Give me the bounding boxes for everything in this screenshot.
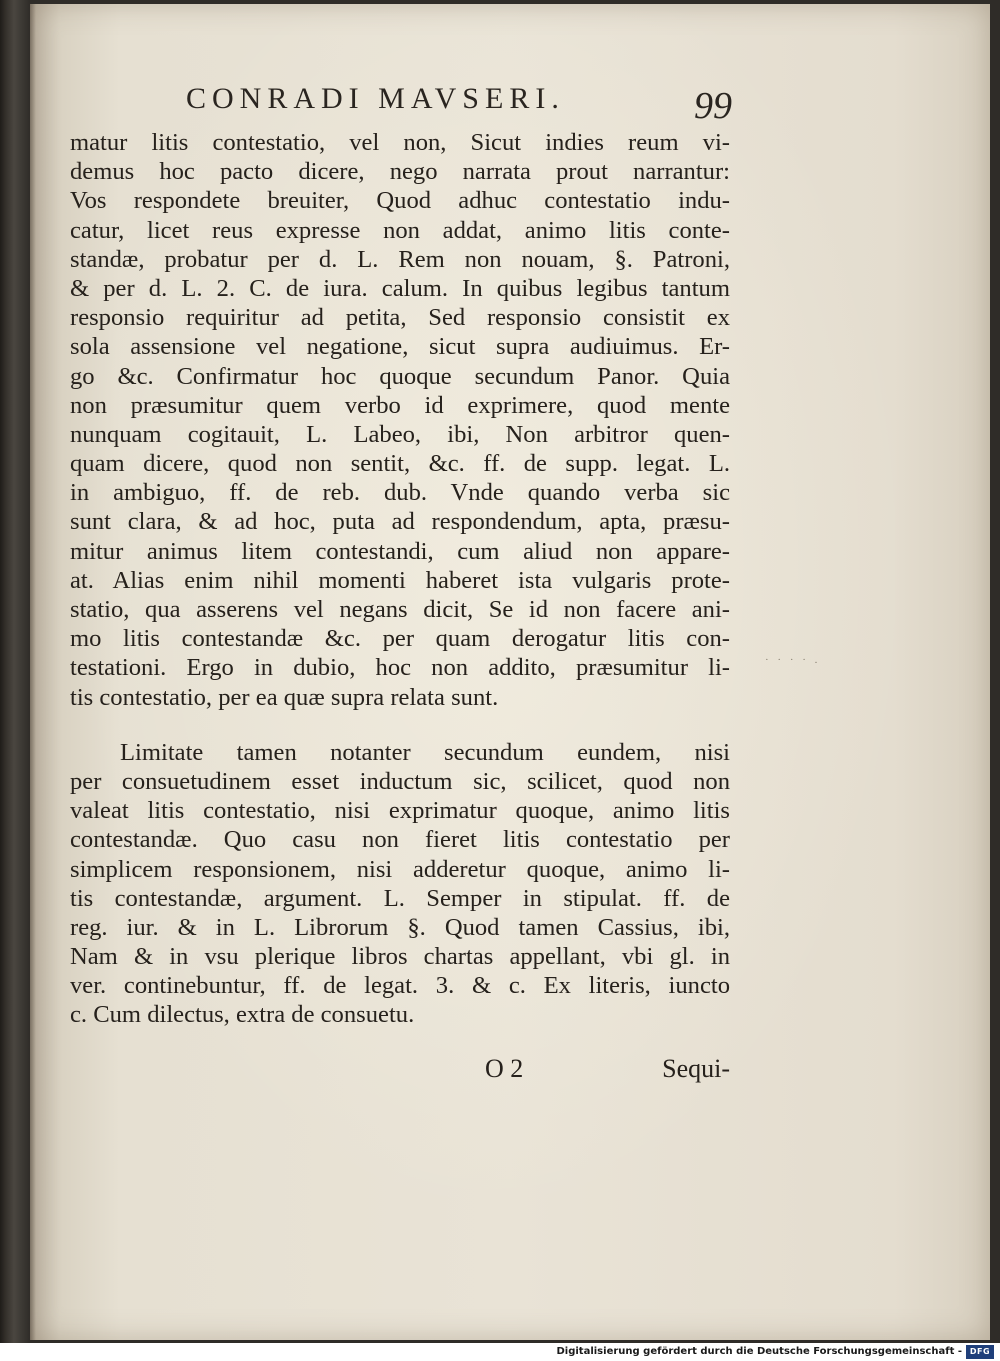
text-line: go &c. Confirmatur hoc quoque secundum Panor. Quia <box>70 362 730 390</box>
paper-specks: · · · · . <box>765 654 821 666</box>
text-line: Vos respondete breuiter, Quod adhuc contestatio indu- <box>70 187 730 215</box>
text-line: sunt clara, & ad hoc, puta ad respondendum, apta, præsu- <box>70 508 730 536</box>
text-line: valeat litis contestatio, nisi exprimatur quoque, animo litis <box>70 797 730 825</box>
text-line: contestandæ. Quo casu non fieret litis contestatio per <box>70 826 730 854</box>
text-line: testationi. Ergo in dubio, hoc non addito, præsumitur li- <box>70 654 730 682</box>
text-line: reg. iur. & in L. Librorum §. Quod tamen Cassius, ibi, <box>70 913 730 941</box>
text-line: sola assensione vel negatione, sicut supra audiuimus. Er- <box>70 333 730 361</box>
book-page <box>30 4 990 1340</box>
text-line: demus hoc pacto dicere, nego narrata prout narrantur: <box>70 158 730 186</box>
signature-mark: O 2 <box>485 1054 524 1083</box>
text-line: catur, licet reus expresse non addat, animo litis conte- <box>70 216 730 244</box>
text-line: ver. continebuntur, ff. de legat. 3. & c. Ex literis, iuncto <box>70 972 730 1000</box>
text-line: at. Alias enim nihil momenti haberet ista vulgaris prote- <box>70 566 730 594</box>
text-line: tis contestatio, per ea quæ supra relata sunt. <box>70 683 499 711</box>
text-line: & per d. L. 2. C. de iura. calum. In quibus legibus tantum <box>70 274 730 302</box>
text-line: matur litis contestatio, vel non, Sicut indies reum vi- <box>70 129 730 156</box>
paragraph-1 <box>70 128 730 712</box>
text-line: per consuetudinem esset inductum sic, scilicet, quod non <box>70 767 730 795</box>
text-line: tis contestandæ, argument. L. Semper in stipulat. ff. de <box>70 884 730 912</box>
catchword: Sequi- <box>662 1054 730 1083</box>
dfg-logo: DFG <box>966 1345 994 1359</box>
text-line: statio, qua asserens vel negans dicit, Se id non facere ani- <box>70 596 730 623</box>
text-line: mo litis contestandæ &c. per quam derogatur litis con- <box>70 625 730 653</box>
text-line: non præsumitur quem verbo id exprimere, quod mente <box>70 391 730 419</box>
text-line: Limitate tamen notanter secundum eundem, nisi <box>120 738 730 766</box>
page-gutter-shadow <box>30 4 36 1340</box>
running-head: CONRADI MAVSERI. <box>186 82 565 115</box>
text-line: nunquam cogitauit, L. Labeo, ibi, Non arbitror quen- <box>70 420 730 448</box>
text-line: mitur animus litem contestandi, cum aliud non appare- <box>70 537 730 565</box>
text-line: simplicem responsionem, nisi adderetur quoque, animo li- <box>70 855 730 883</box>
text-line: c. Cum dilectus, extra de consuetu. <box>70 1001 415 1029</box>
paragraph-2 <box>70 738 730 1030</box>
page-number: 99 <box>694 85 732 127</box>
text-line: responsio requiritur ad petita, Sed responsio consistit ex <box>70 304 730 332</box>
text-line: standæ, probatur per d. L. Rem non nouam, §. Patroni, <box>70 245 730 273</box>
text-line: in ambiguo, ff. de reb. dub. Vnde quando verba sic <box>70 479 730 507</box>
funding-notice: Digitalisierung gefördert durch die Deutsche Forschungsgemeinschaft - <box>556 1346 962 1357</box>
text-line: quam dicere, quod non sentit, &c. ff. de supp. legat. L. <box>70 450 730 478</box>
text-line: Nam & in vsu plerique libros chartas appellant, vbi gl. in <box>70 943 730 971</box>
signature-line <box>485 1054 730 1088</box>
body-text <box>70 128 730 1030</box>
